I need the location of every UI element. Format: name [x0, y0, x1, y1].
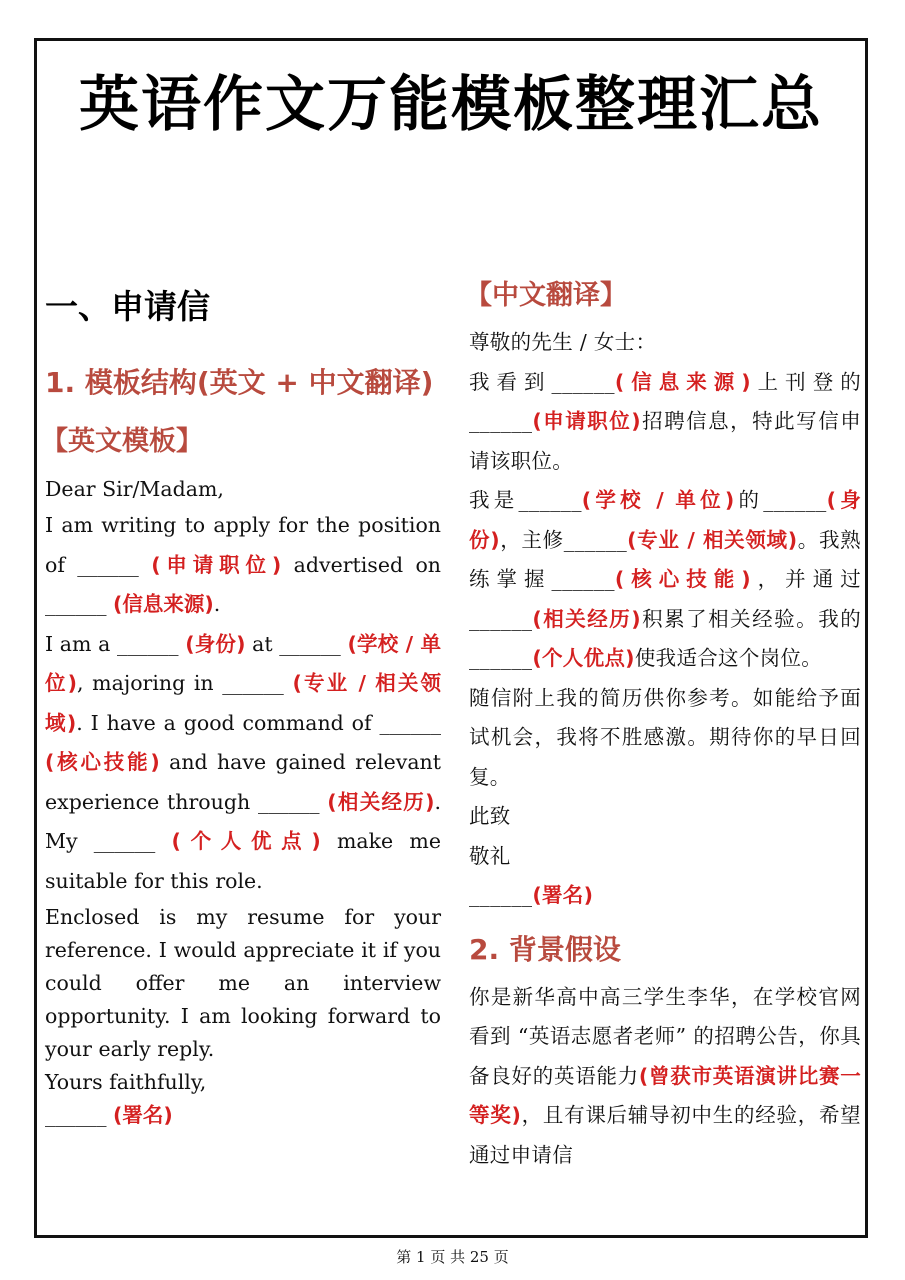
placeholder-strength: (个人优点): [171, 829, 321, 853]
zh-paragraph-1: [469, 363, 861, 482]
en-closing: Yours faithfully,: [45, 1070, 207, 1094]
zh-paragraph-3: 随信附上我的简历供你参考。如能给予面试机会，我将不胜感激。期待你的早日回复。: [469, 685, 861, 789]
en-p2-text-f: . My ______: [45, 789, 441, 853]
signature-blank: ______: [45, 1103, 107, 1127]
english-template-label: 【英文模板】: [41, 426, 203, 457]
zh-closing-1: 此致: [469, 804, 511, 828]
left-column: [41, 273, 441, 1132]
zh-p2-text-c: ，主修______: [499, 527, 628, 552]
zh-placeholder-strength: (个人优点): [532, 646, 635, 670]
en-paragraph-2: [45, 625, 441, 902]
placeholder-school: (学校 / 单位): [45, 631, 441, 695]
placeholder-core-skill: (核心技能): [45, 750, 160, 774]
chinese-translation-label: 【中文翻译】: [465, 280, 627, 311]
zh-signature-blank: ______: [469, 883, 533, 907]
en-p2-text-e: and have gained relevant experience through ______: [45, 750, 441, 814]
zh-closing-2: 敬礼: [469, 843, 511, 868]
background-text-b: ，且有课后辅导初中生的经验，希望通过申请信: [469, 1103, 861, 1167]
en-greeting: Dear Sir/Madam,: [45, 477, 224, 501]
section-heading: 一、申请信: [45, 287, 210, 326]
en-p1-text-c: .: [213, 592, 221, 616]
en-p2-text-b: at ______: [252, 631, 341, 656]
right-column: [465, 273, 862, 1175]
background-text-a: 你是新华高中高三学生李华，在学校官网看到 “英语志愿者老师” 的招聘公告，你具备良好的英语能力: [469, 984, 861, 1088]
zh-p1-text-a: 我看到______: [469, 369, 615, 394]
en-paragraph-3: Enclosed is my resume for your reference. I would appreciate it if you could offer me an interview opportunity. I am looking forward to your early reply.: [45, 905, 441, 1061]
zh-p1-text-c: 招聘信息，特此写信申请该职位。: [469, 409, 861, 473]
en-p1-text-a: I am writing to apply for the position of ______: [45, 513, 441, 577]
en-p2-text-g: make me suitable for this role.: [45, 829, 441, 893]
subheading-background: 2. 背景假设: [469, 932, 621, 966]
en-p1-text-b: advertised on ______: [45, 552, 441, 616]
en-p2-text-c: , majoring in ______: [77, 671, 284, 695]
en-p2-text-d: . I have a good command of ______: [76, 710, 441, 735]
placeholder-experience: (相关经历): [327, 789, 435, 814]
zh-placeholder-school: (学校 / 单位): [581, 488, 735, 512]
zh-placeholder-identity: (身份): [469, 488, 861, 552]
zh-p1-text-b: 上刊登的______: [469, 369, 862, 433]
en-signature: [45, 1099, 441, 1132]
zh-p2-text-a: 我是______: [469, 488, 582, 512]
zh-p2-text-g: 使我适合这个岗位。: [634, 646, 823, 670]
zh-placeholder-source: (信息来源): [614, 369, 751, 394]
en-p2-text-a: I am a ______: [45, 631, 179, 656]
zh-p2-text-e: ，并通过______: [469, 567, 862, 631]
page-title: 英语作文万能模板整理汇总: [79, 70, 823, 140]
zh-p2-text-d: 。我熟练掌握______: [469, 527, 861, 591]
placeholder-major: (专业 / 相关领域): [45, 671, 441, 735]
zh-greeting: 尊敬的先生 / 女士：: [469, 330, 657, 354]
zh-placeholder-signature: (署名): [532, 883, 594, 907]
zh-p2-text-b: 的______: [734, 488, 827, 512]
zh-placeholder-core-skill: (核心技能): [614, 567, 751, 591]
subheading-template-structure: 1. 模板结构(英文 + 中文翻译): [45, 366, 434, 399]
placeholder-identity: (身份): [185, 631, 246, 656]
background-paragraph: [469, 978, 861, 1176]
zh-signature: [469, 876, 861, 916]
page-frame: [34, 38, 868, 1238]
background-award: (曾获市英语演讲比赛一等奖): [469, 1063, 861, 1127]
zh-paragraph-2: [469, 481, 861, 679]
placeholder-signature: (署名): [113, 1103, 173, 1127]
zh-placeholder-experience: (相关经历): [532, 606, 641, 631]
placeholder-position: (申请职位): [151, 552, 282, 577]
zh-p2-text-f: 积累了相关经验。我的______: [469, 606, 861, 670]
page-footer: 第 1 页 共 25 页: [396, 1248, 509, 1266]
en-paragraph-1: [45, 506, 441, 625]
placeholder-source: (信息来源): [113, 592, 214, 616]
zh-placeholder-position: (申请职位): [532, 409, 641, 433]
zh-placeholder-major: (专业 / 相关领域): [627, 527, 798, 552]
